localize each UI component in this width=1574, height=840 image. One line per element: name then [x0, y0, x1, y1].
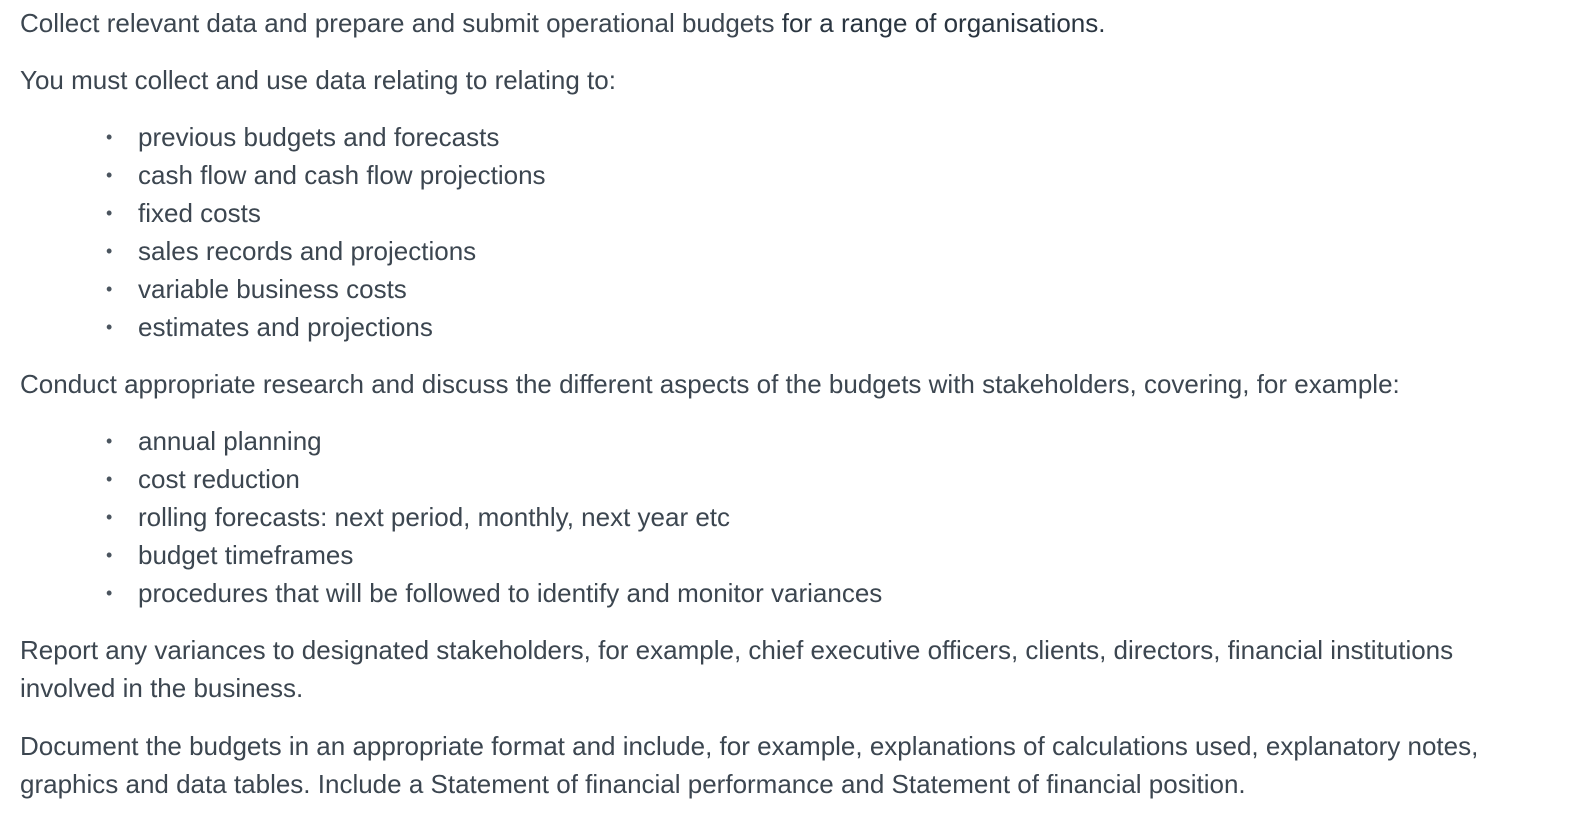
list-item: [106, 270, 1554, 308]
list-item-text: rolling forecasts: next period, monthly, next year etc: [138, 502, 731, 532]
bullet-icon: •: [106, 279, 113, 299]
list-item-text: annual planning: [138, 426, 322, 456]
bullet-icon: •: [106, 545, 113, 565]
list-item-text: sales records and projections: [138, 236, 477, 266]
list-item-text: procedures that will be followed to identify and monitor variances: [138, 578, 883, 608]
collect-list: [20, 118, 1554, 346]
bullet-icon: •: [106, 507, 113, 527]
list-item-text: variable business costs: [138, 274, 407, 304]
research-list: [20, 422, 1554, 612]
bullet-icon: •: [106, 127, 113, 147]
research-heading: Conduct appropriate research and discuss the different aspects of the budgets with stakeholders, covering, for example:: [20, 369, 1400, 399]
bullet-icon: •: [106, 241, 113, 261]
intro-paragraph: [20, 4, 1554, 42]
bullet-icon: •: [106, 165, 113, 185]
report-paragraph: Report any variances to designated stakeholders, for example, chief executive officers, clients, directors, financial institutions involved in the business.: [20, 635, 1454, 703]
list-item: [106, 422, 1554, 460]
list-item: [106, 498, 1554, 536]
list-item: [106, 536, 1554, 574]
list-item: [106, 194, 1554, 232]
list-item: [106, 308, 1554, 346]
list-item-text: fixed costs: [138, 198, 261, 228]
bullet-icon: •: [106, 583, 113, 603]
list-item-text: estimates and projections: [138, 312, 433, 342]
collect-heading: You must collect and use data relating to relating to:: [20, 65, 616, 95]
list-item: [106, 118, 1554, 156]
bullet-icon: •: [106, 203, 113, 223]
list-item: [106, 460, 1554, 498]
intro-lead-text: Collect relevant data and prepare and submit operational budgets: [20, 8, 782, 38]
list-item-text: previous budgets and forecasts: [138, 122, 500, 152]
list-item-text: budget timeframes: [138, 540, 354, 570]
bullet-icon: •: [106, 431, 113, 451]
bullet-icon: •: [106, 469, 113, 489]
list-item: [106, 156, 1554, 194]
list-item: [106, 232, 1554, 270]
bullet-icon: •: [106, 317, 113, 337]
list-item-text: cost reduction: [138, 464, 300, 494]
document-paragraph: Document the budgets in an appropriate format and include, for example, explanations of calculations used, explanatory notes, graphics and data tables. Include a Statement of financial performance and Statement of financial position.: [20, 731, 1479, 799]
list-item: [106, 574, 1554, 612]
intro-emphasis-text: for a range of organisations.: [781, 8, 1106, 38]
list-item-text: cash flow and cash flow projections: [138, 160, 546, 190]
